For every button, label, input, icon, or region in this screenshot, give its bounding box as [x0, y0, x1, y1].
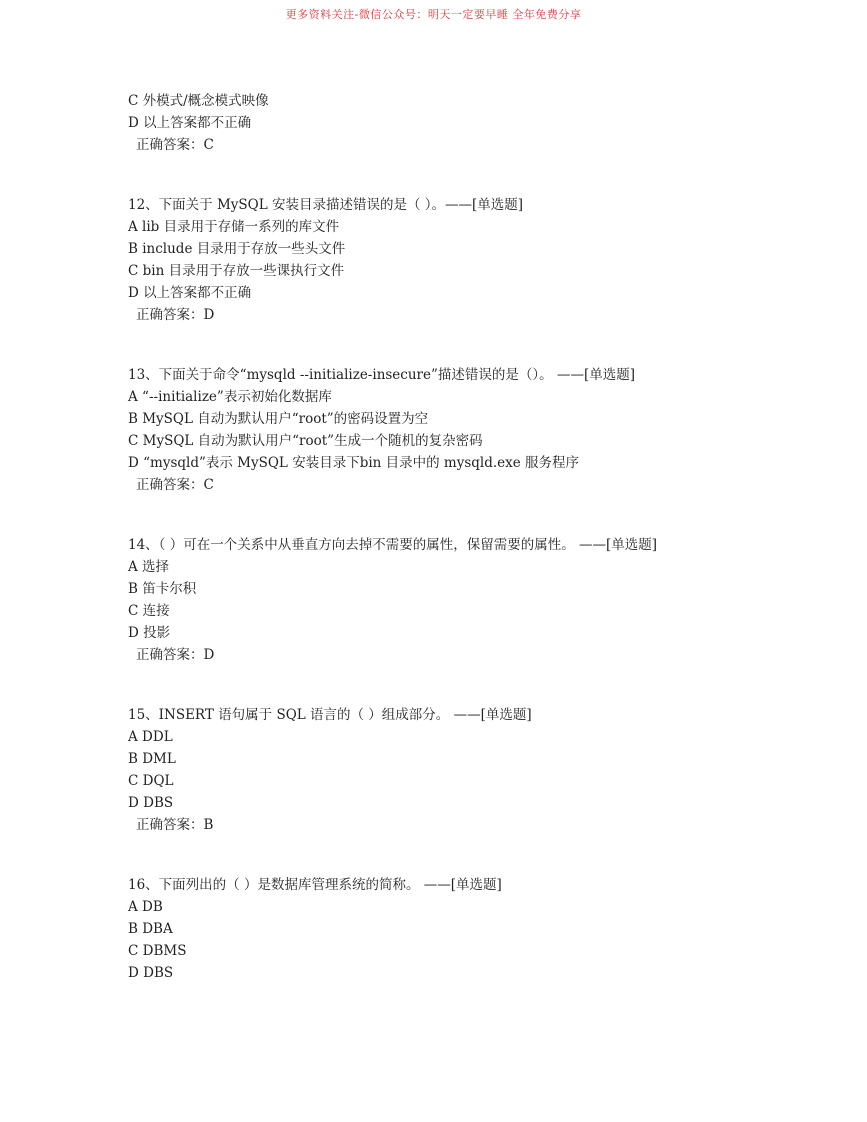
option: C MySQL 自动为默认用户“root”生成一个随机的复杂密码	[128, 433, 483, 449]
answer: 正确答案：C	[136, 477, 214, 493]
option: C 连接	[128, 603, 170, 619]
question-text: 16、下面列出的（ ）是数据库管理系统的简称。 ——[单选题]	[128, 877, 502, 893]
option: C DBMS	[128, 943, 187, 959]
option: A 选择	[128, 559, 170, 575]
option: C bin 目录用于存放一些课执行文件	[128, 263, 345, 279]
option: B 笛卡尔积	[128, 581, 197, 597]
option: C DQL	[128, 773, 174, 789]
option: A DDL	[128, 729, 173, 745]
question-14	[128, 534, 828, 666]
answer: 正确答案：C	[136, 137, 214, 153]
option: A “--initialize”表示初始化数据库	[128, 389, 332, 405]
option: B DML	[128, 751, 176, 767]
option: A DB	[128, 899, 163, 915]
option: D “mysqld”表示 MySQL 安装目录下bin 目录中的 mysqld.exe 服务程序	[128, 455, 580, 471]
option: D 以上答案都不正确	[128, 115, 252, 131]
page-header-banner: 更多资料关注-微信公众号：明天一定要早睡 全年免费分享	[285, 8, 582, 21]
question-text: 13、下面关于命令“mysqld --initialize-insecure”描述错误的是（）。 ——[单选题]	[128, 367, 635, 383]
question-15	[128, 704, 828, 836]
option: D DBS	[128, 965, 174, 981]
question-text: 14、（ ）可在一个关系中从垂直方向去掉不需要的属性，保留需要的属性。 ——[单选题]	[128, 537, 658, 553]
lead-block	[128, 90, 828, 156]
question-12	[128, 194, 828, 326]
question-list	[128, 90, 828, 984]
answer: 正确答案：B	[136, 817, 214, 833]
option: B include 目录用于存放一些头文件	[128, 241, 346, 257]
question-text: 15、INSERT 语句属于 SQL 语言的（ ）组成部分。 ——[单选题]	[128, 707, 532, 723]
option: D DBS	[128, 795, 174, 811]
option: C 外模式/概念模式映像	[128, 93, 269, 109]
question-text: 12、下面关于 MySQL 安装目录描述错误的是（ ）。——[单选题]	[128, 197, 524, 213]
option: B DBA	[128, 921, 173, 937]
option: D 以上答案都不正确	[128, 285, 252, 301]
answer: 正确答案：D	[136, 307, 215, 323]
option: A lib 目录用于存储一系列的库文件	[128, 219, 340, 235]
option: B MySQL 自动为默认用户“root”的密码设置为空	[128, 411, 429, 427]
answer: 正确答案：D	[136, 647, 215, 663]
question-16	[128, 874, 828, 984]
option: D 投影	[128, 625, 171, 641]
question-13	[128, 364, 828, 496]
